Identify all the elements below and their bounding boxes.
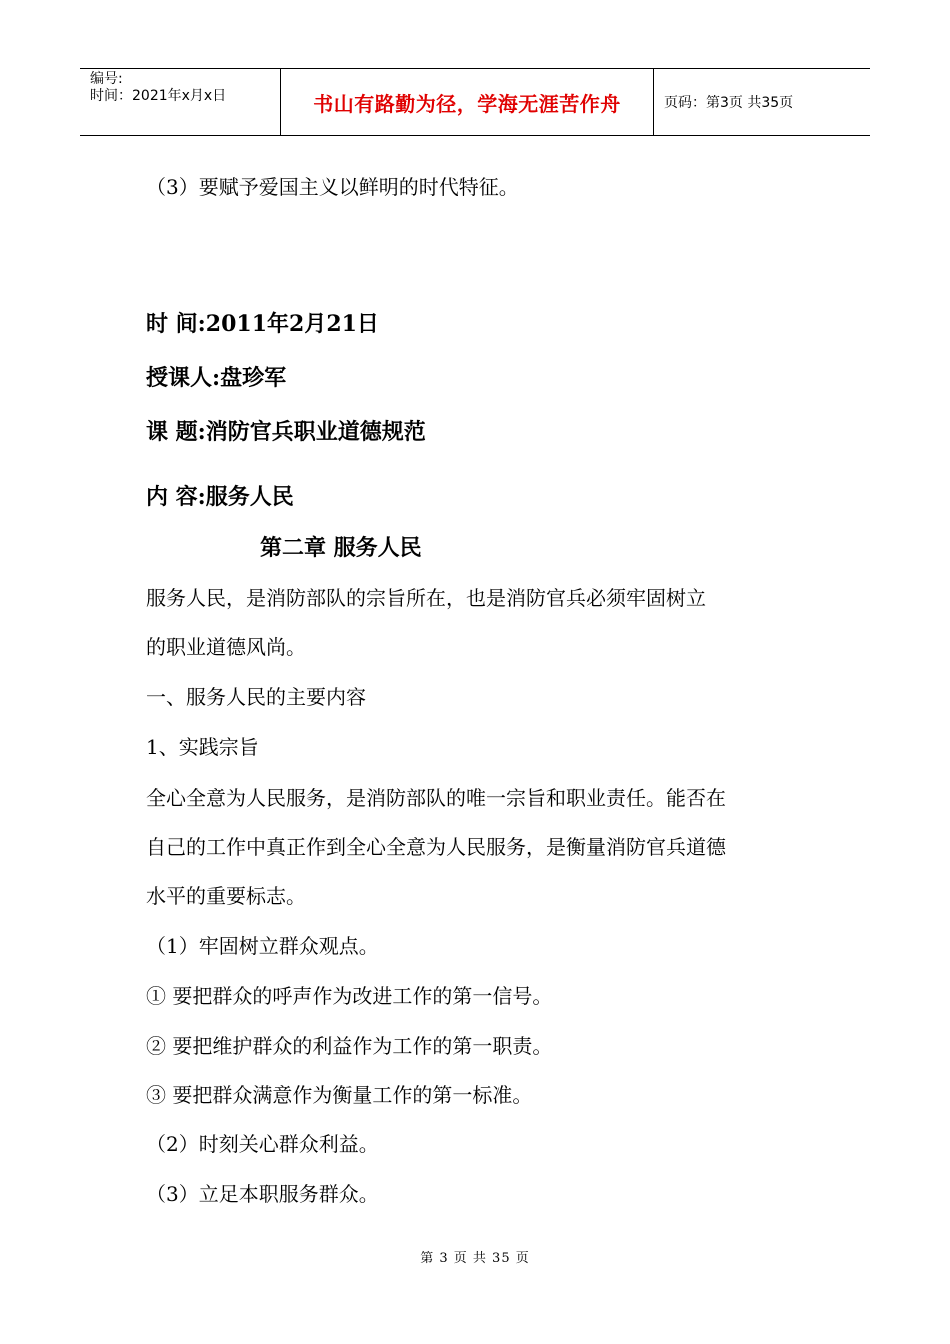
- list-subitem-1a: ① 要把群众的呼声作为改进工作的第一信号。: [146, 984, 553, 1008]
- list-subitem-1c: ③ 要把群众满意作为衡量工作的第一标准。: [146, 1083, 533, 1107]
- list-subitem-1b: ② 要把维护群众的利益作为工作的第一职责。: [146, 1034, 553, 1058]
- lesson-content: 内 容:服务人民: [146, 484, 294, 510]
- list-item-3: （3）立足本职服务群众。: [146, 1182, 379, 1206]
- list-item-2: （2）时刻关心群众利益。: [146, 1132, 379, 1156]
- item-3-patriotism: （3）要赋予爱国主义以鲜明的时代特征。: [146, 175, 519, 199]
- header-meta: [80, 69, 281, 135]
- section-heading-1: 一、服务人民的主要内容: [146, 685, 366, 709]
- page-header: [80, 68, 870, 136]
- paragraph-2-line-2: 自己的工作中真正作到全心全意为人民服务，是衡量消防官兵道德: [146, 835, 726, 859]
- paragraph-1-line-2: 的职业道德风尚。: [146, 635, 306, 659]
- subsection-heading-1: 1、实践宗旨: [146, 735, 259, 759]
- paragraph-2-line-3: 水平的重要标志。: [146, 884, 306, 908]
- paragraph-1-line-1: 服务人民，是消防部队的宗旨所在，也是消防官兵必须牢固树立: [146, 586, 706, 610]
- chapter-title: 第二章 服务人民: [260, 535, 422, 561]
- lesson-topic: 课 题:消防官兵职业道德规范: [146, 419, 426, 445]
- list-item-1: （1）牢固树立群众观点。: [146, 934, 379, 958]
- page-footer: 第 3 页 共 35 页: [420, 1251, 530, 1266]
- lesson-time: 时 间:2011年2月21日: [146, 311, 379, 337]
- header-date: 时间：2021年x月x日: [90, 88, 227, 104]
- header-page-info: 页码：第3页 共35页: [664, 95, 794, 111]
- paragraph-2-line-1: 全心全意为人民服务，是消防部队的唯一宗旨和职业责任。能否在: [146, 786, 726, 810]
- header-number: 编号:: [90, 71, 123, 87]
- header-motto: 书山有路勤为径，学海无涯苦作舟: [281, 69, 654, 135]
- lesson-lecturer: 授课人:盘珍军: [146, 365, 287, 391]
